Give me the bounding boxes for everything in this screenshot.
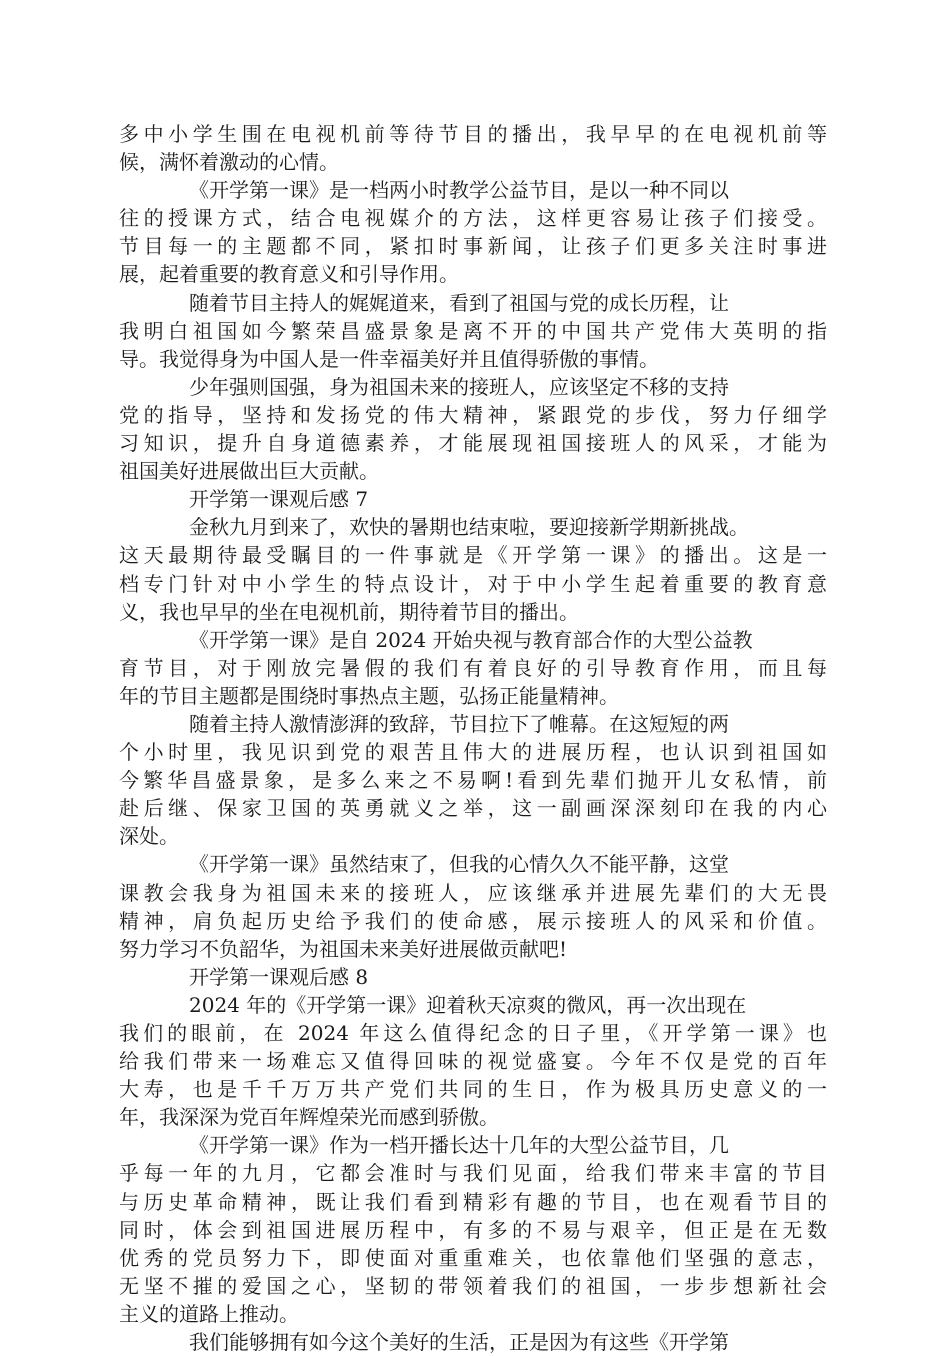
text-line: 金秋九月到来了，欢快的暑期也结束啦，要迎接新学期新挑战。 bbox=[189, 515, 749, 540]
text-line: 往的授课方式，结合电视媒介的方法，这样更容易让孩子们接受。 bbox=[119, 206, 827, 231]
text-line: 优秀的党员努力下，即使面对重重难关，也依靠他们坚强的意志， bbox=[119, 1245, 827, 1270]
text-line: 深处。 bbox=[119, 824, 179, 849]
text-line: 候，满怀着激动的心情。 bbox=[119, 150, 339, 175]
text-line: 习知识，提升自身道德素养，才能展现祖国接班人的风采，才能为 bbox=[119, 431, 827, 456]
text-line: 主义的道路上推动。 bbox=[119, 1301, 299, 1326]
section-heading: 开学第一课观后感 8 bbox=[189, 964, 369, 989]
text-line: 无坚不摧的爱国之心，坚韧的带领着我们的祖国，一步步想新社会 bbox=[119, 1273, 827, 1298]
text-line: 《开学第一课》是一档两小时教学公益节目，是以一种不同以 bbox=[189, 178, 729, 203]
text-line: 大寿，也是千千万万共产党们共同的生日，作为极具历史意义的一 bbox=[119, 1077, 827, 1102]
text-line: 多中小学生围在电视机前等待节目的播出，我早早的在电视机前等 bbox=[119, 122, 827, 146]
text-line: 《开学第一课》是自 2024 开始央视与教育部合作的大型公益教 bbox=[189, 627, 753, 652]
text-line: 我明白祖国如今繁荣昌盛景象是离不开的中国共产党伟大英明的指 bbox=[119, 318, 827, 343]
text-line: 给我们带来一场难忘又值得回味的视觉盛宴。今年不仅是党的百年 bbox=[119, 1049, 827, 1074]
text-line: 档专门针对中小学生的特点设计，对于中小学生起着重要的教育意 bbox=[119, 571, 827, 596]
text-line: 导。我觉得身为中国人是一件幸福美好并且值得骄傲的事情。 bbox=[119, 346, 659, 371]
text-line: 2024 年的《开学第一课》迎着秋天凉爽的微风，再一次出现在 bbox=[189, 992, 747, 1017]
text-line: 义，我也早早的坐在电视机前，期待着节目的播出。 bbox=[119, 599, 579, 624]
text-line: 年的节目主题都是围绕时事热点主题，弘扬正能量精神。 bbox=[119, 683, 619, 708]
text-line: 展，起着重要的教育意义和引导作用。 bbox=[119, 262, 459, 287]
text-line: 随着主持人激情澎湃的致辞，节目拉下了帷幕。在这短短的两 bbox=[189, 711, 729, 736]
text-line: 年，我深深为党百年辉煌荣光而感到骄傲。 bbox=[119, 1105, 499, 1130]
text-line: 少年强则国强，身为祖国未来的接班人，应该坚定不移的支持 bbox=[189, 374, 729, 399]
section-heading: 开学第一课观后感 7 bbox=[189, 487, 369, 512]
text-line: 我们能够拥有如今这个美好的生活，正是因为有这些《开学第 bbox=[189, 1330, 729, 1355]
text-line: 今繁华昌盛景象，是多么来之不易啊!看到先辈们抛开儿女私情，前 bbox=[119, 768, 827, 793]
text-line: 祖国美好进展做出巨大贡献。 bbox=[119, 459, 379, 484]
text-line: 随着节目主持人的娓娓道来，看到了祖国与党的成长历程，让 bbox=[189, 290, 729, 315]
text-line: 同时，体会到祖国进展历程中，有多的不易与艰辛，但正是在无数 bbox=[119, 1217, 827, 1242]
text-line: 节目每一的主题都不同，紧扣时事新闻，让孩子们更多关注时事进 bbox=[119, 234, 827, 259]
text-line: 《开学第一课》作为一档开播长达十几年的大型公益节目，几 bbox=[189, 1133, 729, 1158]
text-line: 课教会我身为祖国未来的接班人，应该继承并进展先辈们的大无畏 bbox=[119, 880, 827, 905]
text-line: 党的指导，坚持和发扬党的伟大精神，紧跟党的步伐，努力仔细学 bbox=[119, 402, 827, 427]
text-line: 与历史革命精神，既让我们看到精彩有趣的节目，也在观看节目的 bbox=[119, 1189, 827, 1214]
text-line: 赴后继、保家卫国的英勇就义之举，这一副画深深刻印在我的内心 bbox=[119, 796, 827, 821]
text-line: 育节目，对于刚放完暑假的我们有着良好的引导教育作用，而且每 bbox=[119, 655, 827, 680]
document-body bbox=[119, 120, 827, 1356]
text-line: 《开学第一课》虽然结束了，但我的心情久久不能平静，这堂 bbox=[189, 852, 729, 877]
text-line: 乎每一年的九月，它都会准时与我们见面，给我们带来丰富的节目 bbox=[119, 1161, 827, 1186]
text-line: 精神，肩负起历史给予我们的使命感，展示接班人的风采和价值。 bbox=[119, 908, 827, 933]
text-line: 我们的眼前，在 2024 年这么值得纪念的日子里，《开学第一课》也 bbox=[119, 1021, 827, 1045]
text-line: 努力学习不负韶华，为祖国未来美好进展做贡献吧! bbox=[119, 936, 568, 961]
text-line: 个小时里，我见识到党的艰苦且伟大的进展历程，也认识到祖国如 bbox=[119, 740, 827, 765]
text-line: 这天最期待最受瞩目的一件事就是《开学第一课》的播出。这是一 bbox=[119, 543, 827, 568]
